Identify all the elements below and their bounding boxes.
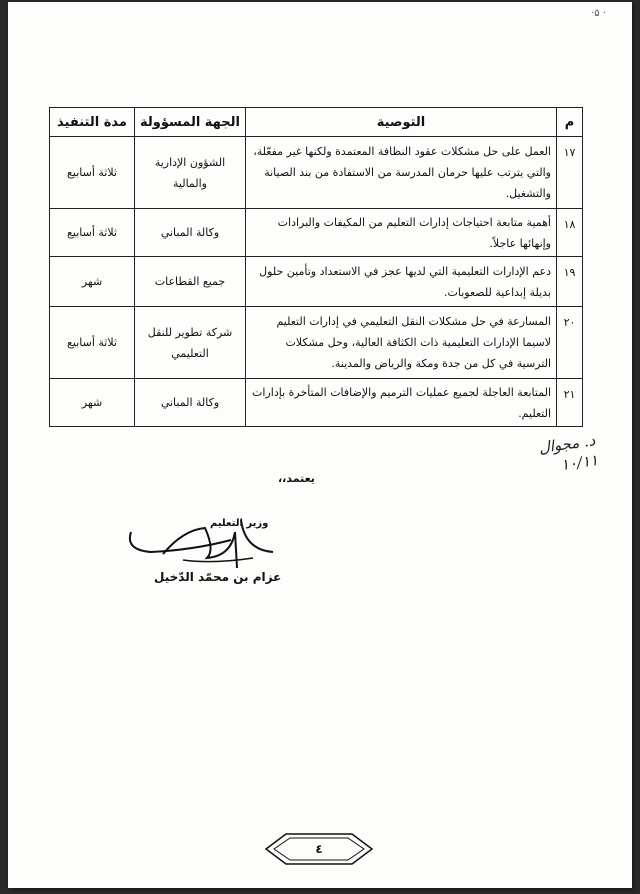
header-duration: مدة التنفيذ [50,108,135,137]
table-row [50,209,583,257]
row-num: ٢٠ [557,307,583,379]
row-duration: ثلاثة أسابيع [50,209,135,257]
minister-name: عزام بن محمّد الدّخيل [154,570,282,584]
table-row [50,379,583,427]
annotation-date: ١٠/١١ [559,451,600,475]
minister-title: وزير التعليم [210,518,269,529]
table-header-row [50,108,583,137]
row-num: ١٨ [557,209,583,257]
row-num: ١٧ [557,137,583,209]
row-recommendation: أهمية متابعة احتياجات إدارات التعليم من المكيفات والبرادات وإنهائها عاجلاً. [246,209,557,257]
row-recommendation: العمل على حل مشكلات عقود النظافة المعتمدة ولكنها غير مفعّلة، والتي يترتب عليها حرمان المدرسة من الاستفادة من بند الصيانة والتشغيل. [246,137,557,209]
header-entity: الجهة المسؤولة [135,108,246,137]
row-duration: شهر [50,379,135,427]
table-row [50,257,583,307]
table-row [50,307,583,379]
row-entity: جميع القطاعات [135,257,246,307]
header-recommendation: التوصية [246,108,557,137]
row-entity: وكالة المباني [135,209,246,257]
handwritten-annotation [537,430,599,478]
row-entity: وكالة المباني [135,379,246,427]
annotation-line-1: د. مجوال [537,431,597,457]
row-num: ٢١ [557,379,583,427]
header-num: م [557,108,583,137]
table-row [50,137,583,209]
row-duration: ثلاثة أسابيع [50,307,135,379]
row-recommendation: المسارعة في حل مشكلات النقل التعليمي في إدارات التعليم لاسيما الإدارات التعليمية ذات الكثافة العالية، وحل مشكلات الترسية في كل من جدة ومكة والرياض والمدينة. [246,307,557,379]
row-entity: شركة تطوير للنقل التعليمي [135,307,246,379]
page-footer [264,832,374,866]
page-number: ٤ [315,842,323,856]
row-recommendation: المتابعة العاجلة لجميع عمليات الترميم والإضافات المتأخرة بإدارات التعليم. [246,379,557,427]
approval-text: يعتمد،، [278,472,315,485]
row-num: ١٩ [557,257,583,307]
row-entity: الشؤون الإدارية والمالية [135,137,246,209]
recommendations-table [49,107,583,427]
top-corner-marks: ·۵ · [591,8,606,19]
row-recommendation: دعم الإدارات التعليمية التي لديها عجز في الاستعداد وتأمين حلول بديلة إبداعية للصعوبات. [246,257,557,307]
row-duration: ثلاثة أسابيع [50,137,135,209]
document-page [8,2,632,888]
row-duration: شهر [50,257,135,307]
